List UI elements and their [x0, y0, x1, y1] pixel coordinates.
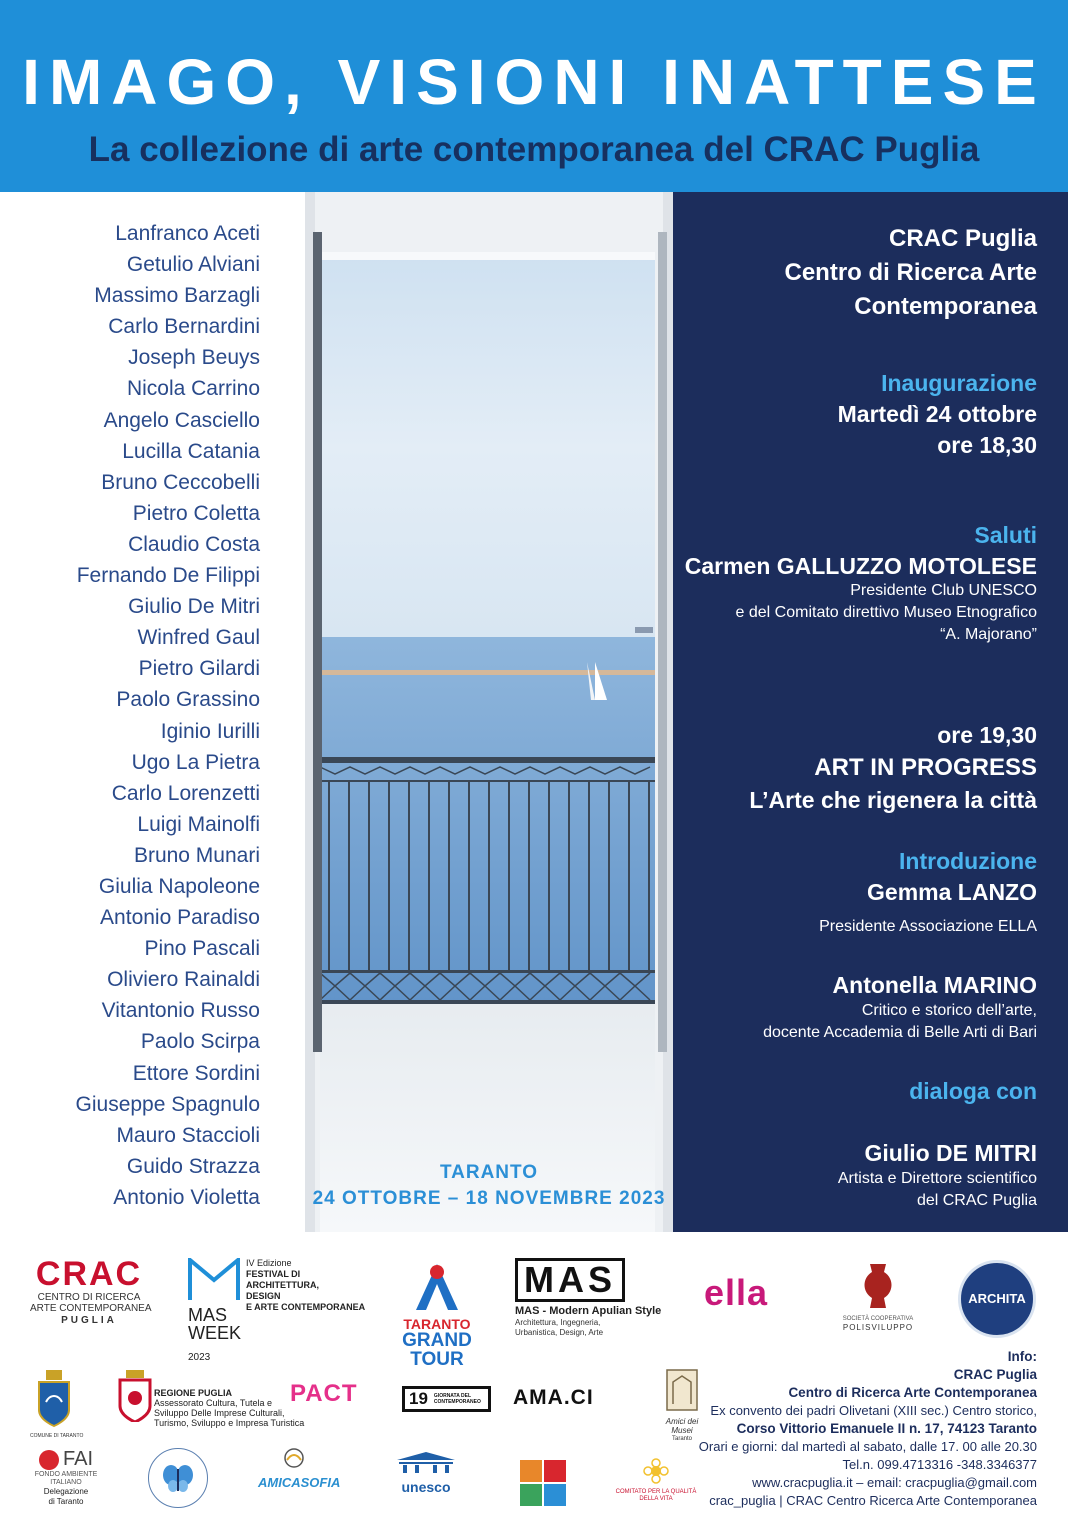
mas-word: MAS [188, 1305, 228, 1325]
inauguration-label: Inaugurazione [881, 370, 1037, 396]
org-line-2: Centro di Ricerca Arte [784, 259, 1037, 286]
exhibition-period: 24 OTTOBRE – 18 NOVEMBRE 2023 [312, 1188, 666, 1209]
artist-name: Antonio Violetta [113, 1185, 260, 1209]
mas-big-text: MAS [515, 1258, 625, 1302]
artist-name: Nicola Carrino [126, 377, 260, 401]
guest-name: Giulio DE MITRI [864, 1140, 1037, 1166]
mas-word: WEEK [188, 1323, 242, 1343]
crac-logo-sub: PUGLIA [61, 1315, 117, 1326]
mas-week-icon [188, 1258, 240, 1302]
fai-sub: Delegazione [43, 1487, 89, 1496]
artist-name: Claudio Costa [128, 532, 260, 556]
unesco-temple-icon [391, 1452, 461, 1474]
event-subtitle: L’Arte che rigenera la città [749, 787, 1037, 813]
speaker-name: Antonella MARINO [832, 972, 1037, 998]
squares-icon [520, 1460, 566, 1506]
mas-modern-apulian-logo [515, 1258, 661, 1338]
amaci-logo: AMA.CI [513, 1386, 594, 1409]
artist-name: Luigi Mainolfi [137, 812, 260, 836]
window-illustration [305, 192, 673, 1232]
fai-text: FAI [62, 1448, 93, 1470]
museum-drawing-icon [665, 1368, 699, 1412]
regione-text: REGIONE PUGLIA [154, 1388, 233, 1398]
comitato-qualita-vita-logo [610, 1458, 702, 1503]
artist-name: Bruno Ceccobelli [101, 470, 260, 494]
taranto-grand-tour-logo [398, 1262, 476, 1369]
artist-name: Fernando De Filippi [76, 564, 260, 588]
introduction-label: Introduzione [899, 848, 1037, 874]
flower-icon [636, 1458, 676, 1484]
artist-name: Mauro Staccioli [116, 1123, 260, 1147]
butterfly-icon [149, 1449, 207, 1507]
mas-line: E ARTE CONTEMPORANEA [246, 1302, 366, 1312]
amici-musei-logo [660, 1368, 704, 1443]
polisviluppo-text: SOCIETÀ COOPERATIVA [842, 1316, 914, 1322]
greetings-speaker: Carmen GALLUZZO MOTOLESE [684, 553, 1037, 579]
guest-role-2: del CRAC Puglia [916, 1192, 1037, 1209]
guest-role: Artista e Direttore scientifico [837, 1170, 1037, 1187]
fai-sub: ITALIANO [50, 1479, 82, 1486]
grand-tour-icon [412, 1262, 462, 1312]
grand-tour-text: TOUR [410, 1349, 464, 1370]
archita-logo [958, 1260, 1036, 1338]
amicasofia-text: AMICASOFIA [258, 1475, 341, 1490]
artist-name: Winfred Gaul [137, 626, 260, 650]
unesco-logo [388, 1452, 464, 1495]
mas-year: 2023 [188, 1352, 211, 1363]
mas-desc: Architettura, Ingegneria, [515, 1318, 601, 1327]
info-phone: Tel.n. 099.4713316 -348.3346377 [842, 1457, 1037, 1472]
regione-shield-icon [118, 1370, 152, 1422]
amphora-icon [860, 1260, 896, 1310]
artist-name: Guido Strazza [126, 1154, 260, 1178]
org-line-3: Contemporanea [854, 293, 1037, 320]
info-address: Corso Vittorio Emanuele II n. 17, 74123 Taranto [736, 1421, 1037, 1436]
speaker-role-2: docente Accademia di Belle Arti di Bari [763, 1024, 1037, 1041]
giornata-text: GIORNATA DEL CONTEMPORANEO [433, 1393, 481, 1405]
motolese-association-logo [148, 1448, 208, 1508]
artist-name: Pino Pascali [144, 937, 260, 961]
info-social: crac_puglia | CRAC Centro Ricerca Arte Contemporanea [709, 1493, 1037, 1508]
grand-tour-text: GRAND [402, 1330, 472, 1351]
second-time: ore 19,30 [937, 722, 1037, 748]
fai-logo [30, 1448, 102, 1507]
header-banner [0, 0, 1068, 192]
mas-title: MAS - Modern Apulian Style [515, 1305, 662, 1317]
info-hours: Orari e giorni: dal martedì al sabato, dalle 17. 00 alle 20.30 [698, 1439, 1037, 1454]
artist-name: Vitantonio Russo [101, 999, 260, 1023]
exhibition-city: TARANTO [439, 1162, 539, 1183]
artist-name: Carlo Bernardini [108, 315, 260, 339]
artist-name: Carlo Lorenzetti [111, 781, 260, 805]
artist-name: Getulio Alviani [126, 253, 260, 277]
speaker-role: Critico e storico dell’arte, [861, 1002, 1037, 1019]
regione-text: Sviluppo Delle Imprese Culturali, [154, 1408, 285, 1418]
artist-name: Paolo Grassino [116, 688, 260, 712]
artist-name: Ettore Sordini [132, 1061, 260, 1085]
info-location: Ex convento dei padri Olivetani (XIII sec.) Centro storico, [710, 1403, 1037, 1418]
mas-edition: IV Edizione [246, 1258, 292, 1268]
greetings-role-2: e del Comitato direttivo Museo Etnografico [735, 604, 1037, 621]
coat-of-arms-icon [36, 1370, 72, 1428]
artist-name: Lanfranco Aceti [115, 222, 260, 245]
artist-name: Giulia Napoleone [98, 874, 260, 898]
crac-logo-text: CRAC [35, 1255, 143, 1293]
mas-line: ARCHITETTURA, [246, 1280, 319, 1290]
inauguration-date: Martedì 24 ottobre [837, 401, 1037, 427]
page-subtitle: La collezione di arte contemporanea del CRAC Puglia [88, 130, 980, 169]
grand-tour-text: TARANTO [403, 1316, 471, 1332]
exhibition-dates [305, 1160, 673, 1212]
artist-name: Massimo Barzagli [94, 284, 260, 308]
page-title: IMAGO, VISIONI INATTESE [22, 46, 1046, 118]
artist-name: Bruno Munari [133, 843, 260, 867]
regione-text: Assessorato Cultura, Tutela e [154, 1398, 273, 1408]
info-label: Info: [1007, 1349, 1037, 1364]
introduction-speaker: Gemma LANZO [867, 879, 1037, 905]
artist-name: Oliviero Rainaldi [107, 968, 260, 992]
artist-name: Pietro Gilardi [138, 657, 260, 681]
event-title: ART IN PROGRESS [814, 754, 1037, 781]
amicasofia-logo [258, 1446, 341, 1490]
dialogue-label: dialoga con [909, 1078, 1037, 1104]
info-org: CRAC Puglia [953, 1367, 1037, 1382]
mas-desc: Urbanistica, Design, Arte [515, 1328, 604, 1337]
artist-name: Angelo Casciello [103, 408, 260, 432]
cultural-squares-logo [520, 1460, 566, 1506]
mas-line: FESTIVAL DI [246, 1269, 301, 1279]
giornata-number: 19 [409, 1389, 428, 1408]
amici-text: Musei [671, 1426, 693, 1435]
comitato-text: COMITATO PER LA QUALITÀ DELLA VITA [615, 1489, 697, 1502]
amici-text: Taranto [671, 1436, 692, 1442]
comune-text: COMUNE DI TARANTO [30, 1433, 84, 1439]
pact-logo [290, 1380, 358, 1408]
artist-name: Pietro Coletta [132, 501, 260, 525]
amicasofia-icon [279, 1446, 309, 1470]
regione-text: Turismo, Sviluppo e Impresa Turistica [154, 1418, 305, 1428]
giornata-contemporaneo-logo [402, 1386, 491, 1412]
greetings-label: Saluti [974, 522, 1037, 548]
window-sea-photo [305, 192, 673, 1232]
info-org-full: Centro di Ricerca Arte Contemporanea [788, 1385, 1037, 1400]
ella-logo: ella [704, 1272, 769, 1313]
artist-list [0, 218, 260, 1213]
polisviluppo-logo [840, 1260, 916, 1333]
fai-sub: FONDO AMBIENTE [34, 1471, 98, 1478]
fai-flower-icon [39, 1450, 59, 1470]
artist-name: Lucilla Catania [122, 439, 260, 463]
artist-name: Giuseppe Spagnulo [75, 1092, 260, 1116]
artist-name: Joseph Beuys [128, 346, 260, 370]
info-block [699, 1348, 1037, 1510]
amici-text: Amici dei [665, 1417, 699, 1426]
introduction-role: Presidente Associazione ELLA [819, 918, 1037, 935]
mas-line: DESIGN [246, 1291, 281, 1301]
archita-text: ARCHITA [968, 1291, 1026, 1306]
polisviluppo-text: POLISVILUPPO [842, 1323, 914, 1332]
info-web-email: www.cracpuglia.it – email: cracpuglia@gmail.com [752, 1475, 1037, 1490]
artist-name: Paolo Scirpa [140, 1030, 260, 1054]
artist-name: Ugo La Pietra [131, 750, 260, 774]
crac-logo-sub: CENTRO DI RICERCA [37, 1292, 141, 1303]
pact-text: PACT [290, 1380, 358, 1407]
greetings-role: Presidente Club UNESCO [850, 582, 1037, 599]
unesco-text: unesco [401, 1479, 451, 1495]
fai-sub: di Taranto [48, 1497, 84, 1506]
artist-name: Giulio De Mitri [128, 595, 260, 619]
inauguration-time: ore 18,30 [937, 432, 1037, 458]
org-name: CRAC Puglia [888, 225, 1037, 252]
artist-name: Antonio Paradiso [100, 906, 260, 930]
comune-taranto-logo [30, 1370, 84, 1439]
crac-logo-sub: ARTE CONTEMPORANEA [30, 1303, 152, 1314]
artist-name: Iginio Iurilli [160, 719, 260, 743]
crac-logo [30, 1255, 152, 1327]
greetings-role-3: “A. Majorano” [940, 626, 1037, 643]
